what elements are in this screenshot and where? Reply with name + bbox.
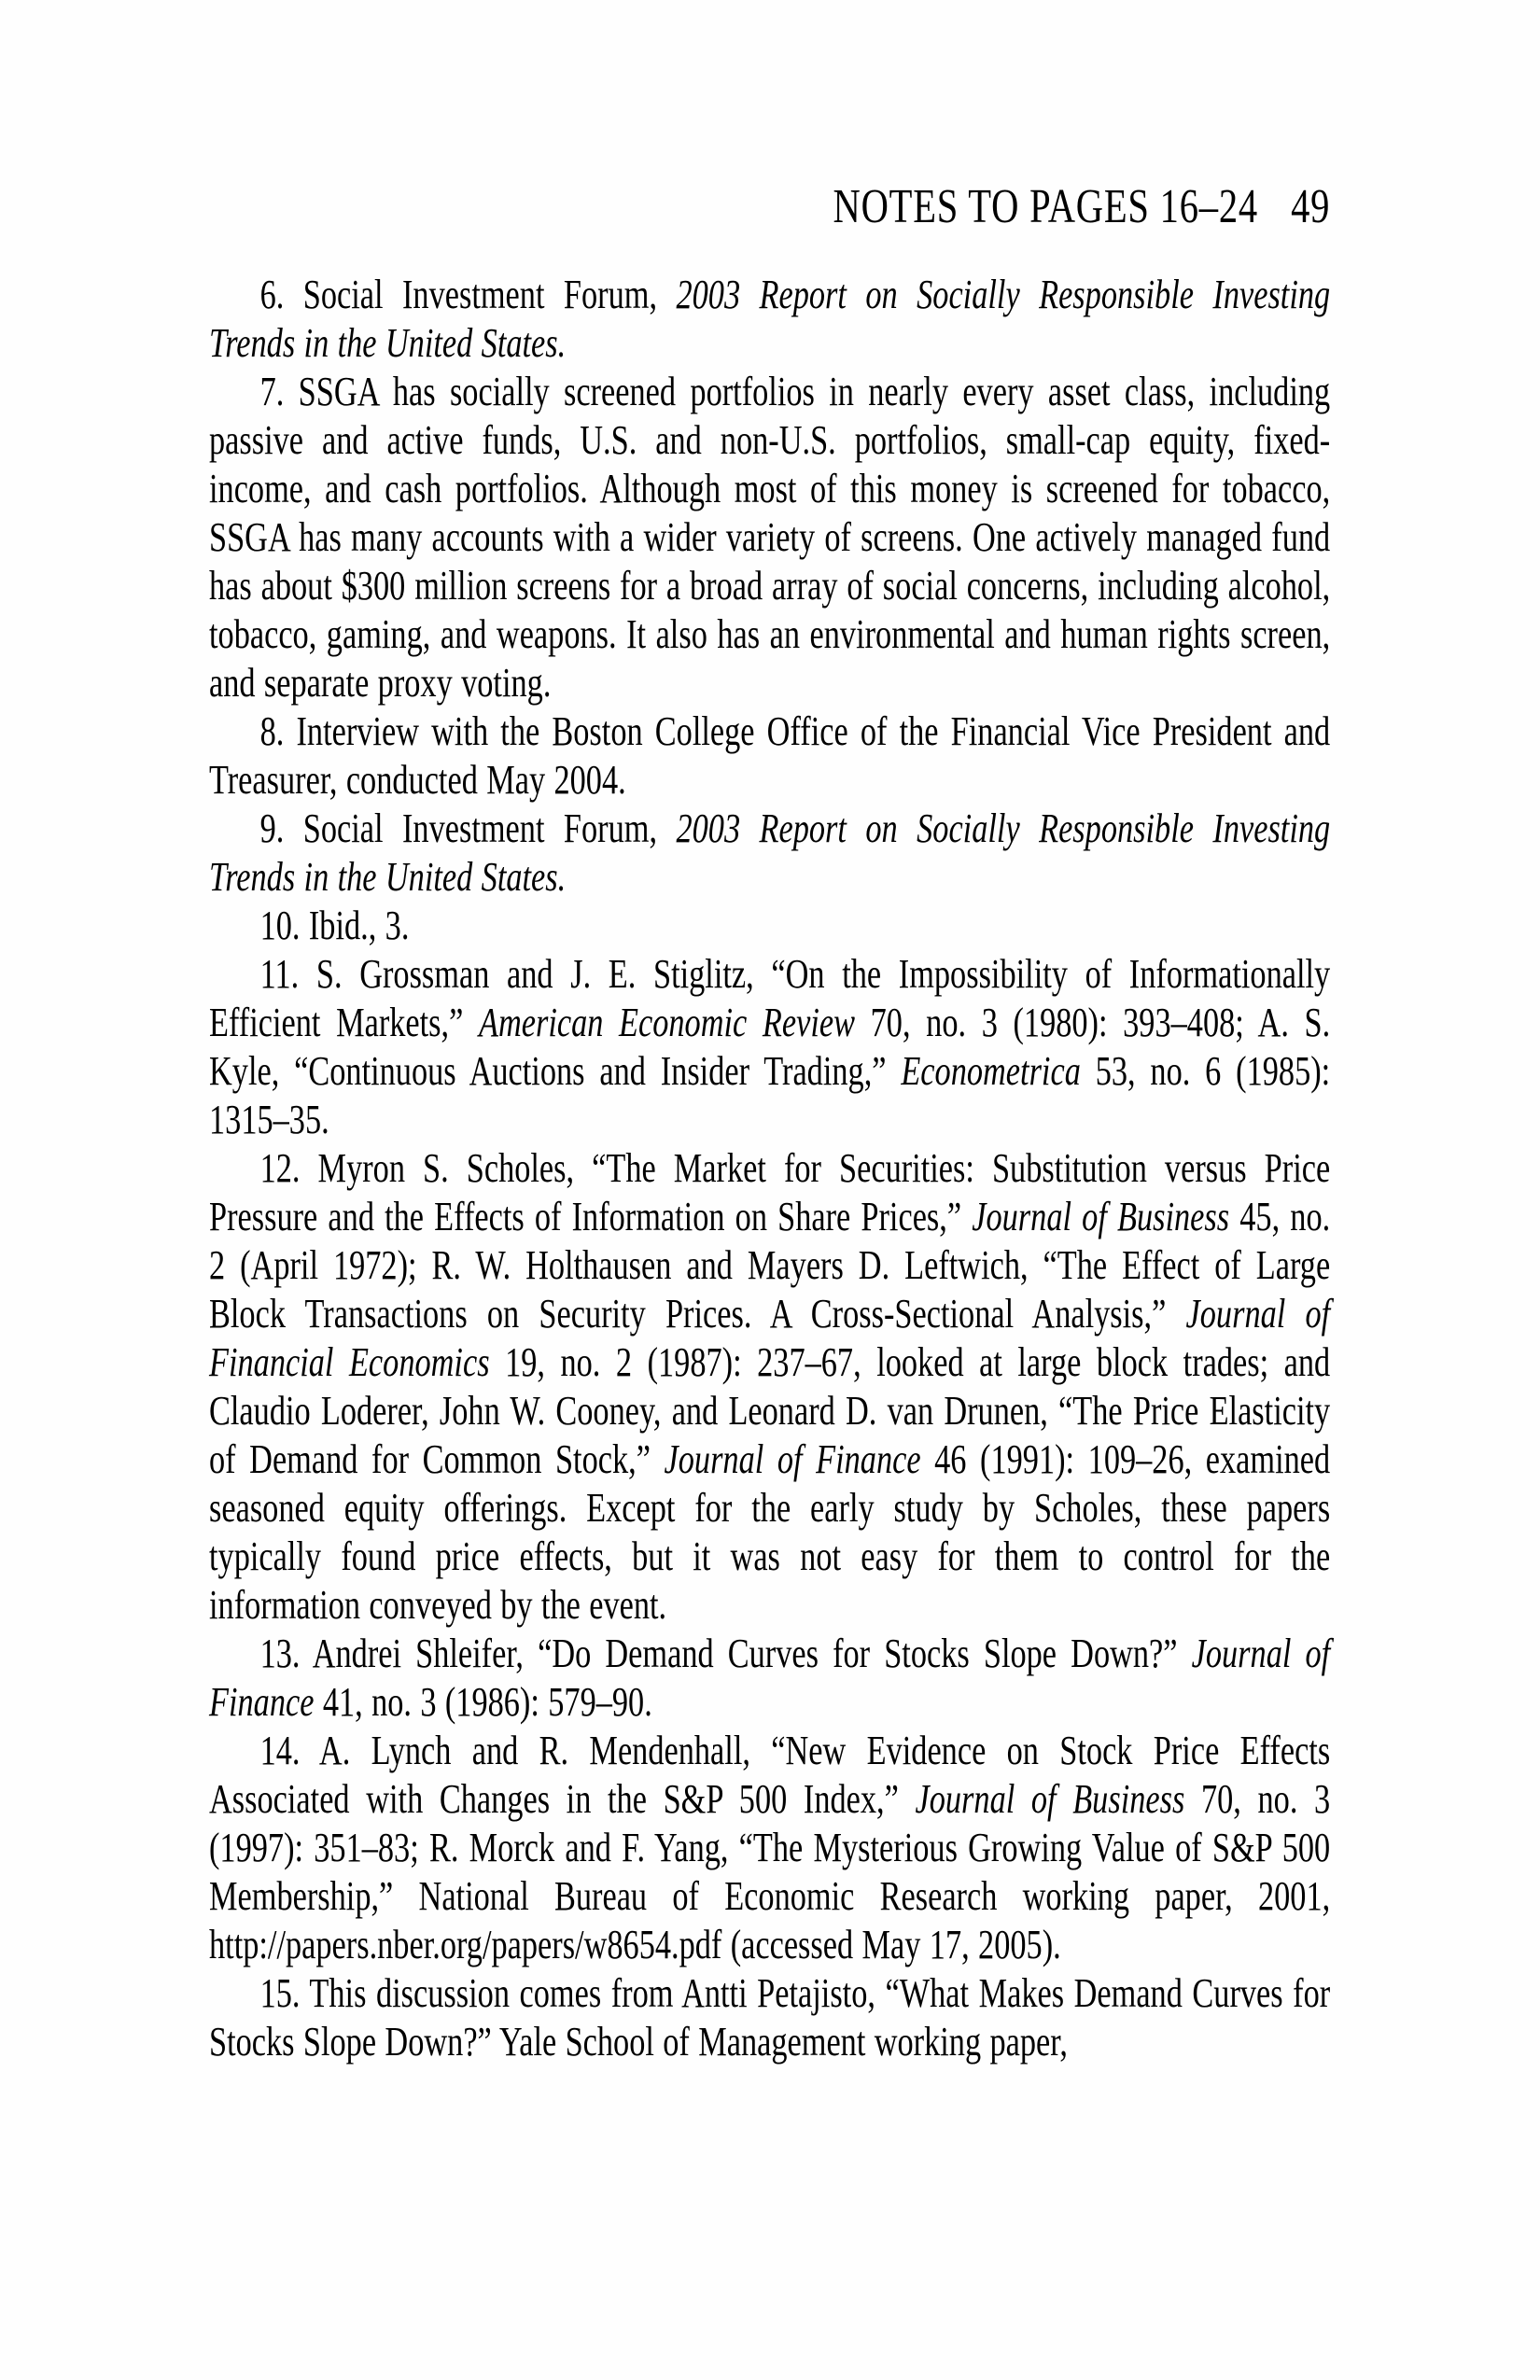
- note-segment-italic: Journal of Business: [972, 1194, 1230, 1239]
- note-11: [209, 950, 1330, 1144]
- note-segment: 9. Social Investment Forum,: [259, 805, 677, 851]
- note-segment: 45, no. 2 (April 1972); R. W. Holthausen and Mayers D. Leftwich, “The Effect of Large Block Transactions on Security Prices. A Cross-Sectional Analysis,”: [209, 1194, 1331, 1337]
- note-segment: 11. S. Grossman and J. E. Stiglitz, “On the Impossibility of Informationally Efficient Markets,”: [209, 951, 1331, 1045]
- note-7: [209, 368, 1330, 707]
- running-head: [209, 180, 1331, 233]
- note-segment: 12. Myron S. Scholes, “The Market for Securities: Substitution versus Price Pressure and the Effects of Information on Share Prices,”: [209, 1145, 1331, 1239]
- page-number: 49: [1291, 180, 1331, 233]
- note-segment-italic: Econometrica: [901, 1048, 1081, 1094]
- note-segment-italic: Journal of Business: [915, 1776, 1185, 1822]
- note-segment: 19, no. 2 (1987): 237–67, looked at large block trades; and Claudio Loderer, John W. Cooney, and Leonard D. van Drunen, “The Price Elasticity of Demand for Common Stock,”: [209, 1339, 1331, 1482]
- running-head-title: NOTES TO PAGES 16–24: [833, 180, 1258, 233]
- note-14: [209, 1727, 1330, 1969]
- note-6: [209, 271, 1330, 368]
- note-segment: 70, no. 3 (1997): 351–83; R. Morck and F. Yang, “The Mysterious Growing Value of S&P 500 Membership,” National Bureau of Economic Research working paper, 2001, http://papers.nber.org/papers/w8654.pdf (accessed May 17, 2005).: [209, 1776, 1331, 1967]
- note-13: [209, 1630, 1330, 1727]
- note-segment: 53, no. 6 (1985): 1315–35.: [209, 1048, 1331, 1142]
- note-15: [209, 1969, 1330, 2066]
- note-segment: 70, no. 3 (1980): 393–408; A. S. Kyle, “Continuous Auctions and Insider Trading,”: [209, 1000, 1331, 1094]
- notes-list: [209, 271, 1330, 2066]
- note-8: [209, 707, 1330, 805]
- note-segment: 8. Interview with the Boston College Office of the Financial Vice President and Treasurer, conducted May 2004.: [209, 708, 1331, 803]
- note-segment: 7. SSGA has socially screened portfolios in nearly every asset class, including passive and active funds, U.S. and non-U.S. portfolios, small-cap equity, fixed-income, and cash portfolios. Although most of this money is screened for tobacco, SSGA has many accounts with a wider variety of screens. One actively managed fund has about $300 million screens for a broad array of social concerns, including alcohol, tobacco, gaming, and weapons. It also has an environmental and human rights screen, and separate proxy voting.: [209, 369, 1331, 706]
- note-segment-italic: 2003 Report on Socially Responsible Investing Trends in the United States.: [209, 272, 1331, 366]
- note-segment-italic: Journal of Finance: [664, 1436, 921, 1482]
- text-block: [209, 180, 1331, 2066]
- note-segment: 10. Ibid., 3.: [259, 903, 410, 948]
- note-segment: 15. This discussion comes from Antti Petajisto, “What Makes Demand Curves for Stocks Slope Down?” Yale School of Management working paper,: [209, 1970, 1331, 2065]
- note-10: [209, 902, 1330, 950]
- note-segment: 6. Social Investment Forum,: [259, 272, 677, 317]
- note-12: [209, 1144, 1330, 1630]
- note-segment-italic: Journal of Financial Economics: [209, 1291, 1331, 1385]
- note-segment-italic: American Economic Review: [478, 1000, 855, 1045]
- note-segment: 46 (1991): 109–26, examined seasoned equity offerings. Except for the early study by Scholes, these papers typically found price effects, but it was not easy for them to control for the information conveyed by the event.: [209, 1436, 1331, 1628]
- note-segment-italic: 2003 Report on Socially Responsible Investing Trends in the United States.: [209, 805, 1331, 900]
- note-segment: 41, no. 3 (1986): 579–90.: [314, 1679, 652, 1725]
- note-9: [209, 805, 1330, 902]
- note-segment: 14. A. Lynch and R. Mendenhall, “New Evidence on Stock Price Effects Associated with Changes in the S&P 500 Index,”: [209, 1728, 1331, 1822]
- note-segment: 13. Andrei Shleifer, “Do Demand Curves for Stocks Slope Down?”: [259, 1631, 1192, 1676]
- note-segment-italic: Journal of Finance: [209, 1631, 1331, 1725]
